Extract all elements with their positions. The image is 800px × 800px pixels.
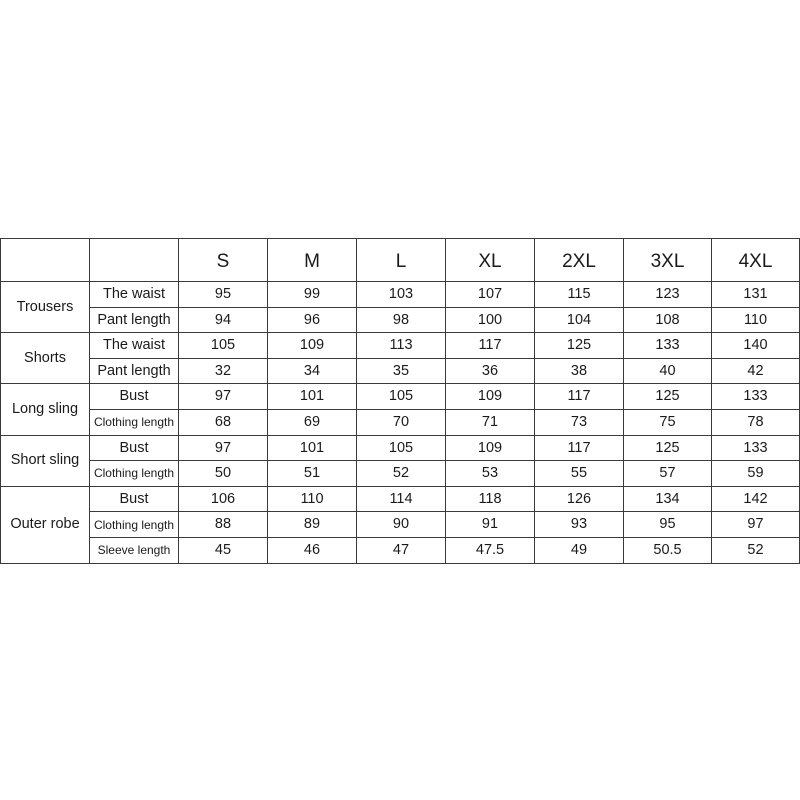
value-cell: 140 bbox=[712, 333, 800, 359]
value-cell: 51 bbox=[268, 461, 357, 487]
value-cell: 97 bbox=[712, 512, 800, 538]
size-header: 3XL bbox=[624, 239, 712, 282]
measurement-label: Clothing length bbox=[90, 461, 179, 487]
value-cell: 125 bbox=[624, 384, 712, 410]
value-cell: 117 bbox=[535, 384, 624, 410]
value-cell: 103 bbox=[357, 282, 446, 308]
value-cell: 97 bbox=[179, 384, 268, 410]
value-cell: 40 bbox=[624, 358, 712, 384]
header-blank-cell bbox=[1, 239, 90, 282]
size-header: 2XL bbox=[535, 239, 624, 282]
value-cell: 59 bbox=[712, 461, 800, 487]
value-cell: 117 bbox=[535, 435, 624, 461]
value-cell: 49 bbox=[535, 537, 624, 563]
size-header-row bbox=[1, 239, 800, 282]
value-cell: 35 bbox=[357, 358, 446, 384]
table-row bbox=[1, 358, 800, 384]
value-cell: 34 bbox=[268, 358, 357, 384]
value-cell: 105 bbox=[179, 333, 268, 359]
header-blank-cell bbox=[90, 239, 179, 282]
value-cell: 118 bbox=[446, 486, 535, 512]
value-cell: 95 bbox=[179, 282, 268, 308]
size-header: M bbox=[268, 239, 357, 282]
value-cell: 110 bbox=[712, 307, 800, 333]
value-cell: 88 bbox=[179, 512, 268, 538]
size-chart-table bbox=[0, 238, 800, 564]
value-cell: 108 bbox=[624, 307, 712, 333]
value-cell: 95 bbox=[624, 512, 712, 538]
table-row bbox=[1, 512, 800, 538]
table-row bbox=[1, 307, 800, 333]
value-cell: 109 bbox=[446, 435, 535, 461]
table-row bbox=[1, 461, 800, 487]
table-row bbox=[1, 435, 800, 461]
value-cell: 50.5 bbox=[624, 537, 712, 563]
table-row bbox=[1, 537, 800, 563]
value-cell: 96 bbox=[268, 307, 357, 333]
value-cell: 99 bbox=[268, 282, 357, 308]
value-cell: 90 bbox=[357, 512, 446, 538]
value-cell: 47.5 bbox=[446, 537, 535, 563]
value-cell: 57 bbox=[624, 461, 712, 487]
measurement-label: Sleeve length bbox=[90, 537, 179, 563]
table-row bbox=[1, 384, 800, 410]
value-cell: 105 bbox=[357, 435, 446, 461]
size-header: 4XL bbox=[712, 239, 800, 282]
measurement-label: Clothing length bbox=[90, 512, 179, 538]
value-cell: 125 bbox=[624, 435, 712, 461]
value-cell: 42 bbox=[712, 358, 800, 384]
value-cell: 91 bbox=[446, 512, 535, 538]
value-cell: 114 bbox=[357, 486, 446, 512]
measurement-label: Bust bbox=[90, 435, 179, 461]
value-cell: 32 bbox=[179, 358, 268, 384]
category-label: Outer robe bbox=[1, 486, 90, 563]
category-label: Short sling bbox=[1, 435, 90, 486]
value-cell: 104 bbox=[535, 307, 624, 333]
value-cell: 68 bbox=[179, 409, 268, 435]
value-cell: 46 bbox=[268, 537, 357, 563]
value-cell: 109 bbox=[268, 333, 357, 359]
value-cell: 131 bbox=[712, 282, 800, 308]
value-cell: 101 bbox=[268, 435, 357, 461]
value-cell: 97 bbox=[179, 435, 268, 461]
measurement-label: The waist bbox=[90, 333, 179, 359]
measurement-label: Pant length bbox=[90, 358, 179, 384]
value-cell: 133 bbox=[712, 384, 800, 410]
value-cell: 71 bbox=[446, 409, 535, 435]
value-cell: 55 bbox=[535, 461, 624, 487]
value-cell: 94 bbox=[179, 307, 268, 333]
value-cell: 93 bbox=[535, 512, 624, 538]
size-header: L bbox=[357, 239, 446, 282]
value-cell: 70 bbox=[357, 409, 446, 435]
measurement-label: Pant length bbox=[90, 307, 179, 333]
value-cell: 100 bbox=[446, 307, 535, 333]
value-cell: 36 bbox=[446, 358, 535, 384]
category-label: Shorts bbox=[1, 333, 90, 384]
value-cell: 123 bbox=[624, 282, 712, 308]
value-cell: 50 bbox=[179, 461, 268, 487]
value-cell: 133 bbox=[712, 435, 800, 461]
table-row bbox=[1, 409, 800, 435]
value-cell: 75 bbox=[624, 409, 712, 435]
measurement-label: Bust bbox=[90, 384, 179, 410]
value-cell: 101 bbox=[268, 384, 357, 410]
value-cell: 109 bbox=[446, 384, 535, 410]
value-cell: 69 bbox=[268, 409, 357, 435]
value-cell: 45 bbox=[179, 537, 268, 563]
value-cell: 38 bbox=[535, 358, 624, 384]
value-cell: 52 bbox=[712, 537, 800, 563]
value-cell: 133 bbox=[624, 333, 712, 359]
value-cell: 126 bbox=[535, 486, 624, 512]
value-cell: 98 bbox=[357, 307, 446, 333]
table-row bbox=[1, 333, 800, 359]
value-cell: 52 bbox=[357, 461, 446, 487]
value-cell: 105 bbox=[357, 384, 446, 410]
value-cell: 113 bbox=[357, 333, 446, 359]
value-cell: 115 bbox=[535, 282, 624, 308]
value-cell: 106 bbox=[179, 486, 268, 512]
value-cell: 53 bbox=[446, 461, 535, 487]
value-cell: 110 bbox=[268, 486, 357, 512]
size-header: XL bbox=[446, 239, 535, 282]
value-cell: 117 bbox=[446, 333, 535, 359]
value-cell: 73 bbox=[535, 409, 624, 435]
table-row bbox=[1, 282, 800, 308]
value-cell: 107 bbox=[446, 282, 535, 308]
table-row bbox=[1, 486, 800, 512]
measurement-label: Clothing length bbox=[90, 409, 179, 435]
value-cell: 142 bbox=[712, 486, 800, 512]
value-cell: 134 bbox=[624, 486, 712, 512]
value-cell: 78 bbox=[712, 409, 800, 435]
measurement-label: The waist bbox=[90, 282, 179, 308]
value-cell: 89 bbox=[268, 512, 357, 538]
size-header: S bbox=[179, 239, 268, 282]
category-label: Long sling bbox=[1, 384, 90, 435]
value-cell: 47 bbox=[357, 537, 446, 563]
measurement-label: Bust bbox=[90, 486, 179, 512]
category-label: Trousers bbox=[1, 282, 90, 333]
value-cell: 125 bbox=[535, 333, 624, 359]
